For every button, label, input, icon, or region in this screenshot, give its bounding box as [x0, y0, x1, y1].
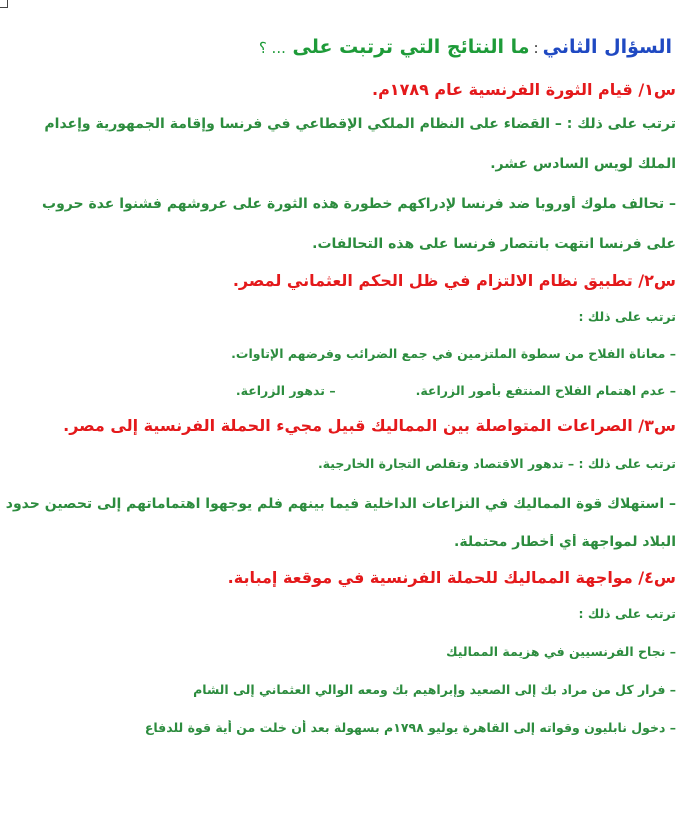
q2-answer-line-3-part-2: – تدهور الزراعة. — [235, 383, 336, 398]
q1-answer-line-4: على فرنسا انتهت بانتصار فرنسا على هذه التحالفات. — [312, 236, 676, 252]
question-4 — [6, 568, 676, 587]
q4-answer-line-1: ترتب على ذلك : — [578, 606, 676, 621]
question-3 — [6, 416, 676, 435]
question-1: س١/ قيام الثورة الفرنسية عام ١٧٨٩م. — [371, 80, 676, 99]
section-title — [6, 36, 672, 59]
q1-answer-line-2: الملك لويس السادس عشر. — [490, 156, 676, 172]
title-question: ما النتائج التي ترتبت على — [292, 36, 530, 58]
q1-answer-line-1: ترتب على ذلك : – القضاء على النظام الملكي الإقطاعي في فرنسا وإقامة الجمهورية وإعدام — [44, 116, 676, 132]
title-heading: السؤال الثاني — [543, 36, 672, 59]
page-corner-mark — [0, 0, 8, 8]
q4-answer-line-4: – دخول نابليون وقواته إلى القاهرة يوليو ١٧٩٨م بسهولة بعد أن خلت من أية قوة للدفاع — [144, 720, 676, 735]
q3-answer-line-2: – استهلاك قوة المماليك في النزاعات الداخلية فيما بينهم فلم يوجهوا اهتماماتهم إلى تحصين حدود — [6, 496, 676, 512]
question-2-text: س٢/ تطبيق نظام الالتزام في ظل الحكم العثماني لمصر. — [232, 271, 676, 290]
title-separator: : — [533, 39, 539, 57]
q2-answer-line-3 — [6, 383, 676, 398]
question-2 — [6, 271, 676, 290]
title-ellipsis: ... ؟ — [258, 39, 286, 57]
q4-answer-line-3: – فرار كل من مراد بك إلى الصعيد وإبراهيم بك ومعه الوالي العثماني إلى الشام — [193, 682, 676, 697]
q4-answer-line-2: – نجاح الفرنسيين في هزيمة المماليك — [446, 644, 676, 659]
question-3-text: س٣/ الصراعات المتواصلة بين المماليك قبيل مجيء الحملة الفرنسية إلى مصر. — [63, 416, 676, 435]
q1-answer-line-3: – تحالف ملوك أوروبا ضد فرنسا لإدراكهم خطورة هذه الثورة على عروشهم فشنوا عدة حروب — [42, 196, 676, 212]
q3-answer-line-3: البلاد لمواجهة أي أخطار محتملة. — [454, 534, 676, 550]
question-4-text: س٤/ مواجهة المماليك للحملة الفرنسية في موقعة إمبابة. — [227, 568, 676, 587]
q2-answer-line-3-part-1: – عدم اهتمام الفلاح المنتفع بأمور الزراعة. — [415, 383, 676, 398]
q2-answer-line-2: – معاناة الفلاح من سطوة الملتزمين في جمع الضرائب وفرضهم الإتاوات. — [231, 346, 676, 361]
q2-answer-line-1: ترتب على ذلك : — [578, 309, 676, 324]
q3-answer-line-1: ترتب على ذلك : – تدهور الاقتصاد وتقلص التجارة الخارجية. — [317, 456, 676, 471]
